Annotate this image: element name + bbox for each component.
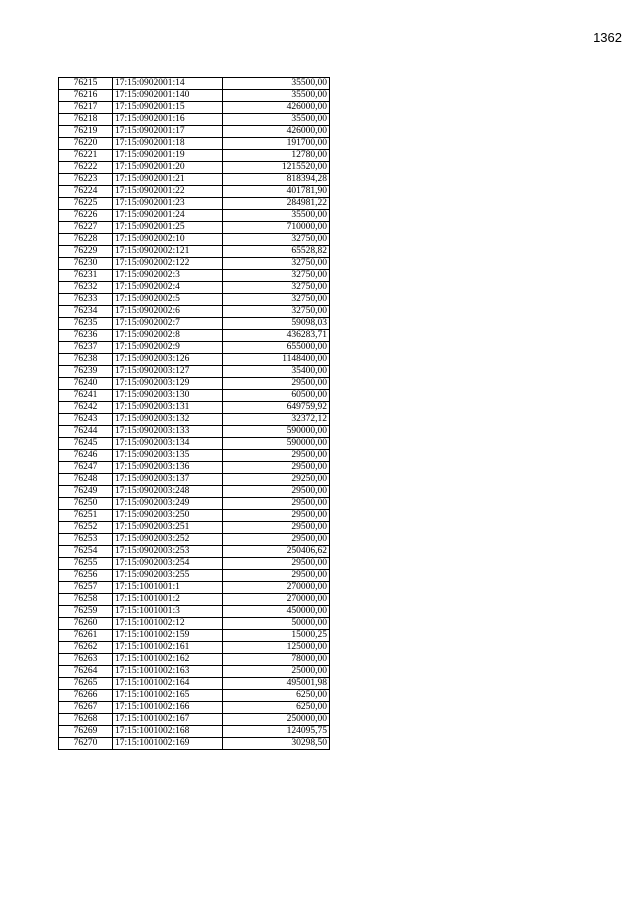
value-cell: 32750,00 — [223, 294, 330, 306]
cadastral-number-cell: 17:15:0902003:136 — [113, 462, 223, 474]
row-number-cell: 76232 — [59, 282, 113, 294]
cadastral-number-cell: 17:15:0902001:16 — [113, 114, 223, 126]
cadastral-number-cell: 17:15:0902003:126 — [113, 354, 223, 366]
value-cell: 29500,00 — [223, 486, 330, 498]
value-cell: 590000,00 — [223, 426, 330, 438]
value-cell: 32750,00 — [223, 258, 330, 270]
table-row — [59, 318, 330, 330]
value-cell: 270000,00 — [223, 594, 330, 606]
table-row — [59, 486, 330, 498]
value-cell: 426000,00 — [223, 102, 330, 114]
table-row — [59, 354, 330, 366]
table-row — [59, 666, 330, 678]
row-number-cell: 76251 — [59, 510, 113, 522]
cadastral-number-cell: 17:15:0902001:14 — [113, 78, 223, 90]
table-row — [59, 630, 330, 642]
cadastral-number-cell: 17:15:0902003:133 — [113, 426, 223, 438]
table-row — [59, 102, 330, 114]
cadastral-number-cell: 17:15:0902001:15 — [113, 102, 223, 114]
table-row — [59, 402, 330, 414]
row-number-cell: 76245 — [59, 438, 113, 450]
cadastral-number-cell: 17:15:1001002:165 — [113, 690, 223, 702]
row-number-cell: 76237 — [59, 342, 113, 354]
value-cell: 59098,03 — [223, 318, 330, 330]
value-cell: 29500,00 — [223, 378, 330, 390]
table-row — [59, 294, 330, 306]
table-row — [59, 726, 330, 738]
row-number-cell: 76230 — [59, 258, 113, 270]
cadastral-number-cell: 17:15:0902001:21 — [113, 174, 223, 186]
cadastral-number-cell: 17:15:1001002:161 — [113, 642, 223, 654]
table-row — [59, 426, 330, 438]
table-row — [59, 246, 330, 258]
table-row — [59, 498, 330, 510]
value-cell: 65528,82 — [223, 246, 330, 258]
cadastral-number-cell: 17:15:0902003:127 — [113, 366, 223, 378]
table-row — [59, 222, 330, 234]
value-cell: 29500,00 — [223, 570, 330, 582]
table-row — [59, 702, 330, 714]
value-cell: 35400,00 — [223, 366, 330, 378]
table-row — [59, 114, 330, 126]
value-cell: 32372,12 — [223, 414, 330, 426]
value-cell: 35500,00 — [223, 90, 330, 102]
table-row — [59, 678, 330, 690]
table-row — [59, 390, 330, 402]
cadastral-number-cell: 17:15:0902003:137 — [113, 474, 223, 486]
cadastral-number-cell: 17:15:1001002:166 — [113, 702, 223, 714]
table-row — [59, 174, 330, 186]
value-cell: 32750,00 — [223, 270, 330, 282]
row-number-cell: 76248 — [59, 474, 113, 486]
cadastral-number-cell: 17:15:0902001:18 — [113, 138, 223, 150]
cadastral-number-cell: 17:15:1001001:1 — [113, 582, 223, 594]
value-cell: 590000,00 — [223, 438, 330, 450]
row-number-cell: 76252 — [59, 522, 113, 534]
value-cell: 15000,25 — [223, 630, 330, 642]
value-cell: 818394,28 — [223, 174, 330, 186]
table-row — [59, 378, 330, 390]
table-row — [59, 474, 330, 486]
cadastral-number-cell: 17:15:0902002:121 — [113, 246, 223, 258]
row-number-cell: 76244 — [59, 426, 113, 438]
table-row — [59, 462, 330, 474]
cadastral-number-cell: 17:15:0902001:23 — [113, 198, 223, 210]
value-cell: 401781,90 — [223, 186, 330, 198]
value-cell: 655000,00 — [223, 342, 330, 354]
value-cell: 29500,00 — [223, 534, 330, 546]
row-number-cell: 76231 — [59, 270, 113, 282]
value-cell: 30298,50 — [223, 738, 330, 750]
value-cell: 35500,00 — [223, 114, 330, 126]
table-row — [59, 618, 330, 630]
table-row — [59, 606, 330, 618]
table-row — [59, 522, 330, 534]
row-number-cell: 76221 — [59, 150, 113, 162]
row-number-cell: 76265 — [59, 678, 113, 690]
row-number-cell: 76247 — [59, 462, 113, 474]
row-number-cell: 76216 — [59, 90, 113, 102]
table-row — [59, 738, 330, 750]
table-row — [59, 450, 330, 462]
cadastral-number-cell: 17:15:1001002:168 — [113, 726, 223, 738]
cadastral-number-cell: 17:15:1001001:3 — [113, 606, 223, 618]
row-number-cell: 76236 — [59, 330, 113, 342]
table-row — [59, 714, 330, 726]
cadastral-number-cell: 17:15:0902002:8 — [113, 330, 223, 342]
table-row — [59, 546, 330, 558]
value-cell: 25000,00 — [223, 666, 330, 678]
table-row — [59, 558, 330, 570]
row-number-cell: 76259 — [59, 606, 113, 618]
cadastral-number-cell: 17:15:0902002:10 — [113, 234, 223, 246]
value-cell: 50000,00 — [223, 618, 330, 630]
cadastral-number-cell: 17:15:1001001:2 — [113, 594, 223, 606]
cadastral-number-cell: 17:15:0902002:3 — [113, 270, 223, 282]
cadastral-number-cell: 17:15:1001002:169 — [113, 738, 223, 750]
cadastral-number-cell: 17:15:1001002:164 — [113, 678, 223, 690]
row-number-cell: 76260 — [59, 618, 113, 630]
row-number-cell: 76242 — [59, 402, 113, 414]
table-row — [59, 234, 330, 246]
table-row — [59, 366, 330, 378]
value-cell: 6250,00 — [223, 690, 330, 702]
row-number-cell: 76226 — [59, 210, 113, 222]
table-row — [59, 282, 330, 294]
cadastral-number-cell: 17:15:0902003:248 — [113, 486, 223, 498]
row-number-cell: 76262 — [59, 642, 113, 654]
value-cell: 12780,00 — [223, 150, 330, 162]
row-number-cell: 76268 — [59, 714, 113, 726]
value-cell: 29500,00 — [223, 522, 330, 534]
row-number-cell: 76222 — [59, 162, 113, 174]
cadastral-number-cell: 17:15:0902003:132 — [113, 414, 223, 426]
table-row — [59, 510, 330, 522]
table-row — [59, 582, 330, 594]
row-number-cell: 76240 — [59, 378, 113, 390]
table-row — [59, 258, 330, 270]
row-number-cell: 76224 — [59, 186, 113, 198]
cadastral-number-cell: 17:15:0902003:250 — [113, 510, 223, 522]
table-row — [59, 594, 330, 606]
value-cell: 125000,00 — [223, 642, 330, 654]
value-cell: 35500,00 — [223, 78, 330, 90]
value-cell: 32750,00 — [223, 234, 330, 246]
table-row — [59, 330, 330, 342]
value-cell: 436283,71 — [223, 330, 330, 342]
value-cell: 32750,00 — [223, 306, 330, 318]
row-number-cell: 76246 — [59, 450, 113, 462]
value-cell: 29500,00 — [223, 498, 330, 510]
row-number-cell: 76255 — [59, 558, 113, 570]
row-number-cell: 76254 — [59, 546, 113, 558]
row-number-cell: 76235 — [59, 318, 113, 330]
table-row — [59, 414, 330, 426]
value-cell: 270000,00 — [223, 582, 330, 594]
row-number-cell: 76225 — [59, 198, 113, 210]
value-cell: 649759,92 — [223, 402, 330, 414]
cadastral-value-table — [58, 77, 330, 750]
cadastral-number-cell: 17:15:0902003:134 — [113, 438, 223, 450]
value-cell: 29500,00 — [223, 462, 330, 474]
row-number-cell: 76258 — [59, 594, 113, 606]
table-row — [59, 342, 330, 354]
value-cell: 450000,00 — [223, 606, 330, 618]
cadastral-number-cell: 17:15:0902003:251 — [113, 522, 223, 534]
row-number-cell: 76229 — [59, 246, 113, 258]
cadastral-number-cell: 17:15:1001002:167 — [113, 714, 223, 726]
value-cell: 29500,00 — [223, 558, 330, 570]
cadastral-number-cell: 17:15:0902003:253 — [113, 546, 223, 558]
value-cell: 710000,00 — [223, 222, 330, 234]
table-row — [59, 534, 330, 546]
row-number-cell: 76223 — [59, 174, 113, 186]
cadastral-number-cell: 17:15:0902001:20 — [113, 162, 223, 174]
row-number-cell: 76243 — [59, 414, 113, 426]
value-cell: 29500,00 — [223, 510, 330, 522]
cadastral-number-cell: 17:15:0902001:24 — [113, 210, 223, 222]
value-cell: 1215520,00 — [223, 162, 330, 174]
value-cell: 35500,00 — [223, 210, 330, 222]
cadastral-number-cell: 17:15:1001002:159 — [113, 630, 223, 642]
table-row — [59, 270, 330, 282]
value-cell: 426000,00 — [223, 126, 330, 138]
cadastral-number-cell: 17:15:0902003:255 — [113, 570, 223, 582]
value-cell: 1148400,00 — [223, 354, 330, 366]
table-row — [59, 126, 330, 138]
row-number-cell: 76241 — [59, 390, 113, 402]
value-cell: 191700,00 — [223, 138, 330, 150]
table-row — [59, 162, 330, 174]
row-number-cell: 76218 — [59, 114, 113, 126]
row-number-cell: 76270 — [59, 738, 113, 750]
cadastral-number-cell: 17:15:1001002:12 — [113, 618, 223, 630]
value-cell: 6250,00 — [223, 702, 330, 714]
row-number-cell: 76228 — [59, 234, 113, 246]
row-number-cell: 76249 — [59, 486, 113, 498]
value-cell: 250406,62 — [223, 546, 330, 558]
row-number-cell: 76250 — [59, 498, 113, 510]
row-number-cell: 76234 — [59, 306, 113, 318]
cadastral-number-cell: 17:15:0902002:6 — [113, 306, 223, 318]
cadastral-number-cell: 17:15:0902001:19 — [113, 150, 223, 162]
cadastral-number-cell: 17:15:1001002:163 — [113, 666, 223, 678]
row-number-cell: 76263 — [59, 654, 113, 666]
table-row — [59, 138, 330, 150]
table-row — [59, 438, 330, 450]
table-row — [59, 306, 330, 318]
value-cell: 29250,00 — [223, 474, 330, 486]
value-cell: 124095,75 — [223, 726, 330, 738]
table-row — [59, 210, 330, 222]
cadastral-number-cell: 17:15:0902001:25 — [113, 222, 223, 234]
value-cell: 284981,22 — [223, 198, 330, 210]
table-row — [59, 654, 330, 666]
cadastral-number-cell: 17:15:0902002:7 — [113, 318, 223, 330]
cadastral-number-cell: 17:15:0902003:249 — [113, 498, 223, 510]
row-number-cell: 76227 — [59, 222, 113, 234]
row-number-cell: 76215 — [59, 78, 113, 90]
table-row — [59, 570, 330, 582]
row-number-cell: 76257 — [59, 582, 113, 594]
cadastral-number-cell: 17:15:0902002:122 — [113, 258, 223, 270]
cadastral-number-cell: 17:15:0902003:129 — [113, 378, 223, 390]
cadastral-number-cell: 17:15:0902002:4 — [113, 282, 223, 294]
cadastral-number-cell: 17:15:1001002:162 — [113, 654, 223, 666]
table-row — [59, 642, 330, 654]
row-number-cell: 76267 — [59, 702, 113, 714]
table-row — [59, 198, 330, 210]
cadastral-number-cell: 17:15:0902001:17 — [113, 126, 223, 138]
value-cell: 29500,00 — [223, 450, 330, 462]
table-row — [59, 90, 330, 102]
table-row — [59, 78, 330, 90]
row-number-cell: 76253 — [59, 534, 113, 546]
cadastral-number-cell: 17:15:0902002:9 — [113, 342, 223, 354]
row-number-cell: 76264 — [59, 666, 113, 678]
row-number-cell: 76217 — [59, 102, 113, 114]
row-number-cell: 76256 — [59, 570, 113, 582]
value-cell: 32750,00 — [223, 282, 330, 294]
row-number-cell: 76239 — [59, 366, 113, 378]
row-number-cell: 76238 — [59, 354, 113, 366]
cadastral-number-cell: 17:15:0902001:22 — [113, 186, 223, 198]
table-row — [59, 150, 330, 162]
row-number-cell: 76220 — [59, 138, 113, 150]
row-number-cell: 76219 — [59, 126, 113, 138]
cadastral-number-cell: 17:15:0902002:5 — [113, 294, 223, 306]
value-cell: 250000,00 — [223, 714, 330, 726]
cadastral-number-cell: 17:15:0902001:140 — [113, 90, 223, 102]
cadastral-number-cell: 17:15:0902003:131 — [113, 402, 223, 414]
row-number-cell: 76266 — [59, 690, 113, 702]
row-number-cell: 76233 — [59, 294, 113, 306]
row-number-cell: 76261 — [59, 630, 113, 642]
cadastral-number-cell: 17:15:0902003:254 — [113, 558, 223, 570]
value-cell: 60500,00 — [223, 390, 330, 402]
table-row — [59, 690, 330, 702]
cadastral-number-cell: 17:15:0902003:130 — [113, 390, 223, 402]
value-cell: 78000,00 — [223, 654, 330, 666]
page-number: 1362 — [593, 30, 622, 45]
cadastral-number-cell: 17:15:0902003:135 — [113, 450, 223, 462]
table-body — [59, 78, 330, 750]
cadastral-number-cell: 17:15:0902003:252 — [113, 534, 223, 546]
value-cell: 495001,98 — [223, 678, 330, 690]
table-row — [59, 186, 330, 198]
row-number-cell: 76269 — [59, 726, 113, 738]
